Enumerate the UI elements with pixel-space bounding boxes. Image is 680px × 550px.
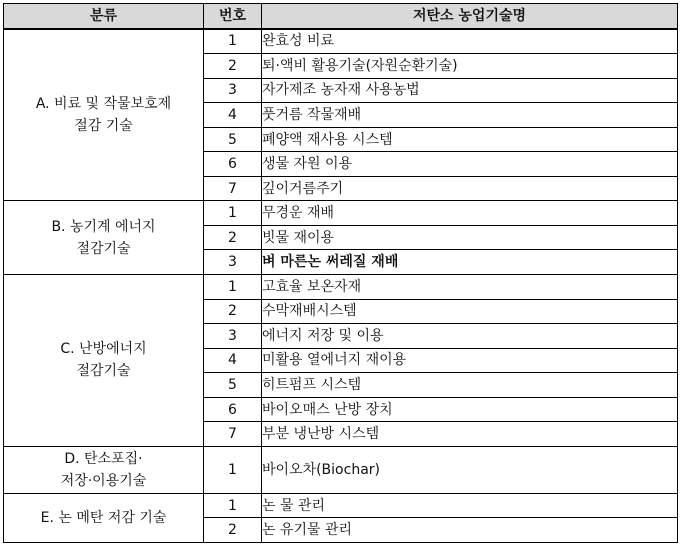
technology-cell: 미활용 열에너지 재이용 bbox=[262, 348, 678, 373]
technology-cell: 논 유기물 관리 bbox=[262, 518, 678, 543]
technology-cell: 바이오매스 난방 장치 bbox=[262, 397, 678, 422]
technology-cell: 깊이거름주기 bbox=[262, 176, 678, 201]
number-cell: 4 bbox=[204, 348, 262, 373]
table-row bbox=[4, 446, 678, 493]
technology-cell: 완효성 비료 bbox=[262, 29, 678, 54]
technology-cell: 부분 냉난방 시스템 bbox=[262, 422, 678, 447]
number-cell: 7 bbox=[204, 422, 262, 447]
category-cell-d bbox=[4, 446, 204, 493]
number-cell: 2 bbox=[204, 225, 262, 250]
category-label: A. 비료 및 작물보호제 bbox=[35, 95, 172, 112]
technology-cell: 벼 마른논 써레질 재배 bbox=[262, 250, 678, 275]
number-cell: 7 bbox=[204, 176, 262, 201]
category-cell-a bbox=[4, 29, 204, 201]
category-label: E. 논 메탄 저감 기술 bbox=[40, 509, 167, 526]
technology-cell: 자가제조 농자재 사용농법 bbox=[262, 78, 678, 103]
number-cell: 2 bbox=[204, 518, 262, 543]
header-category: 분류 bbox=[4, 4, 204, 29]
number-cell: 6 bbox=[204, 397, 262, 422]
number-cell: 1 bbox=[204, 275, 262, 300]
category-label: B. 농기계 에너지 bbox=[51, 218, 156, 235]
technology-cell: 생물 자원 이용 bbox=[262, 152, 678, 177]
technology-cell: 폐양액 재사용 시스템 bbox=[262, 127, 678, 152]
number-cell: 1 bbox=[204, 29, 262, 54]
technology-cell: 퇴·액비 활용기술(자원순환기술) bbox=[262, 54, 678, 79]
number-cell: 3 bbox=[204, 324, 262, 349]
table-row bbox=[4, 493, 678, 518]
technology-cell: 바이오차(Biochar) bbox=[262, 446, 678, 493]
technology-cell: 고효율 보온자재 bbox=[262, 275, 678, 300]
technology-cell: 에너지 저장 및 이용 bbox=[262, 324, 678, 349]
number-cell: 3 bbox=[204, 250, 262, 275]
number-cell: 6 bbox=[204, 152, 262, 177]
technology-cell: 히트펌프 시스템 bbox=[262, 373, 678, 398]
number-cell: 1 bbox=[204, 201, 262, 226]
table-row bbox=[4, 275, 678, 300]
low-carbon-tech-table bbox=[3, 3, 678, 543]
number-cell: 5 bbox=[204, 127, 262, 152]
number-cell: 5 bbox=[204, 373, 262, 398]
category-label: C. 난방에너지 bbox=[60, 341, 147, 358]
table-row bbox=[4, 201, 678, 226]
technology-cell: 무경운 재배 bbox=[262, 201, 678, 226]
number-cell: 1 bbox=[204, 446, 262, 493]
category-label: 절감기술 bbox=[76, 240, 131, 257]
technology-cell: 빗물 재이용 bbox=[262, 225, 678, 250]
number-cell: 4 bbox=[204, 103, 262, 128]
header-technology: 저탄소 농업기술명 bbox=[262, 4, 678, 29]
header-number: 번호 bbox=[204, 4, 262, 29]
category-cell-e bbox=[4, 493, 204, 542]
category-label: 절감 기술 bbox=[74, 117, 133, 134]
category-label: D. 탄소포집· bbox=[64, 450, 143, 467]
category-label: 저장·이용기술 bbox=[60, 472, 147, 489]
header-row bbox=[4, 4, 678, 29]
technology-cell: 풋거름 작물재배 bbox=[262, 103, 678, 128]
category-cell-c bbox=[4, 275, 204, 447]
number-cell: 3 bbox=[204, 78, 262, 103]
table-row bbox=[4, 29, 678, 54]
number-cell: 2 bbox=[204, 54, 262, 79]
technology-cell: 수막재배시스템 bbox=[262, 299, 678, 324]
number-cell: 1 bbox=[204, 493, 262, 518]
number-cell: 2 bbox=[204, 299, 262, 324]
category-cell-b bbox=[4, 201, 204, 275]
technology-cell: 논 물 관리 bbox=[262, 493, 678, 518]
category-label: 절감기술 bbox=[76, 363, 131, 380]
